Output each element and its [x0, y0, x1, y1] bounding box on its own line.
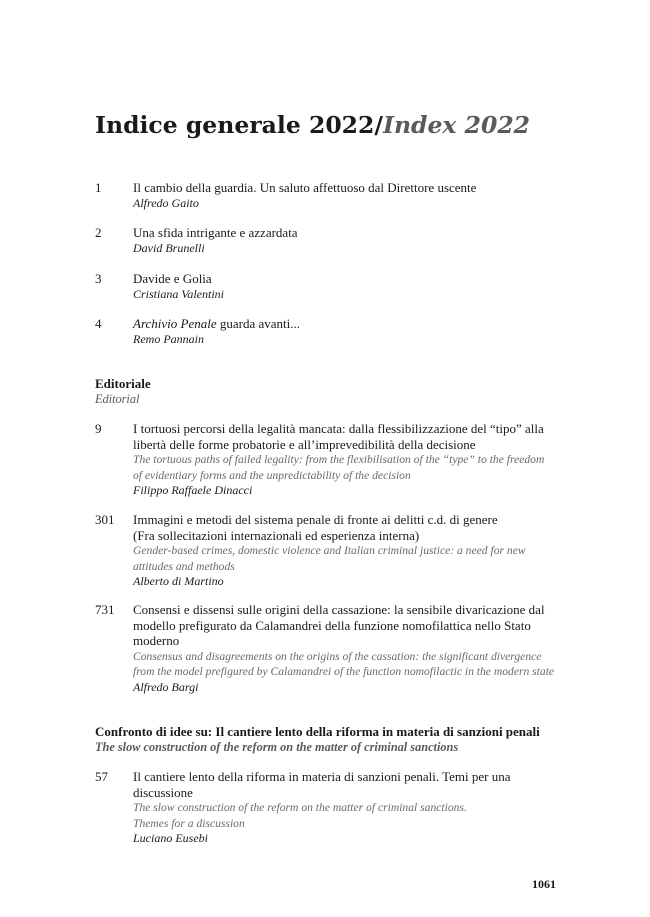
entry-title: Il cambio della guardia. Un saluto affettuoso dal Direttore uscente	[133, 180, 477, 195]
entry-author: Luciano Eusebi	[133, 831, 208, 845]
journal-name: Archivio Penale	[133, 316, 217, 331]
entry-title-rest: guarda avanti...	[216, 316, 301, 331]
page-title	[95, 111, 530, 139]
entry-title: Davide e Golia	[133, 271, 212, 286]
entry-title-line: modello prefigurato da Calamandrei della funzione nomofilattica nello Stato	[133, 617, 531, 633]
entry-author: Alberto di Martino	[133, 574, 224, 588]
entry-title-line: Immagini e metodi del sistema penale di fronte ai delitti c.d. di genere	[133, 512, 498, 527]
entry-author: Alfredo Bargi	[133, 679, 199, 694]
entry-page-number: 57	[95, 769, 108, 784]
entry-page-number: 3	[95, 271, 102, 286]
entry-title: Una sfida intrigante e azzardata	[133, 225, 298, 240]
entry-author: Cristiana Valentini	[133, 286, 225, 301]
entry-title-english-line: The slow construction of the reform on the matter of criminal sanctions.	[133, 801, 467, 814]
entry-title-line: Il cantiere lento della riforma in materia di sanzioni penali. Temi per una	[133, 769, 511, 784]
entry-title	[133, 316, 565, 332]
entry-page-number: 9	[95, 421, 102, 436]
toc-entry	[95, 769, 565, 847]
entry-author: Alfredo Gaito	[133, 195, 199, 210]
entry-page-number: 4	[95, 316, 102, 331]
entry-title-line: (Fra sollecitazioni internazionali ed esperienza interna)	[133, 527, 420, 543]
entry-title-english-line: attitudes and methods	[133, 559, 235, 573]
entry-title-line: libertà delle forme probatorie e all’imprevedibilità della decisione	[133, 436, 476, 452]
page-title-english: Index 2022	[382, 111, 531, 139]
entry-page-number: 301	[95, 512, 115, 527]
section-title: Editoriale	[95, 376, 151, 391]
entry-page-number: 2	[95, 225, 102, 240]
entry-author: David Brunelli	[133, 240, 205, 255]
entry-page-number: 731	[95, 602, 115, 617]
entry-title-english-line: Consensus and disagreements on the origins of the cassation: the significant divergence	[133, 649, 542, 663]
section-title-english: The slow construction of the reform on the matter of criminal sanctions	[95, 739, 459, 754]
toc-entry	[95, 421, 565, 499]
entry-title-english-line: The tortuous paths of failed legality: from the flexibilisation of the “type” to the freedom	[133, 453, 545, 466]
entry-author: Filippo Raffaele Dinacci	[133, 483, 253, 497]
section-heading	[95, 724, 565, 755]
entry-title-line: discussione	[133, 784, 193, 800]
toc-entry	[95, 512, 565, 590]
entry-title-line: moderno	[133, 633, 180, 648]
entry-title-english-line: of evidentiary forms and the unpredictability of the decision	[133, 468, 411, 482]
toc-entry	[95, 271, 565, 302]
entry-title-english-line: Themes for a discussion	[133, 816, 245, 830]
toc-entry	[95, 180, 565, 211]
entry-title-english-line: Gender-based crimes, domestic violence and Italian criminal justice: a need for new	[133, 544, 526, 557]
title-separator: /	[374, 111, 383, 139]
toc-entry	[95, 602, 565, 695]
section-heading	[95, 376, 565, 407]
entry-title-line: Consensi e dissensi sulle origini della cassazione: la sensibile divaricazione dal	[133, 602, 545, 617]
entry-author: Remo Pannain	[133, 331, 204, 346]
page-title-italian: Indice generale 2022	[95, 111, 375, 139]
section-title-english: Editorial	[95, 391, 140, 406]
toc-entry	[95, 225, 565, 256]
section-title: Confronto di idee su: Il cantiere lento della riforma in materia di sanzioni penali	[95, 724, 540, 739]
page-number: 1061	[532, 877, 556, 891]
toc-entry	[95, 316, 565, 347]
entry-title-english-line: from the model prefigured by Calamandrei of the function nomofilactic in the modern state	[133, 665, 555, 678]
entry-title-line: I tortuosi percorsi della legalità mancata: dalla flessibilizzazione del “tipo” alla	[133, 421, 544, 436]
entry-page-number: 1	[95, 180, 102, 195]
